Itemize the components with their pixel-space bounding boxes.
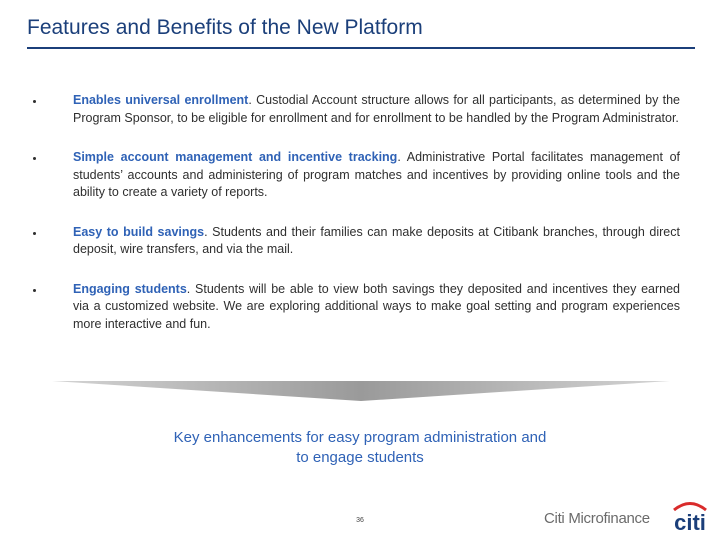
citi-logo-icon (666, 498, 714, 532)
page-number: 36 (356, 517, 364, 524)
feature-description: . Custodial Account structure allows for all participants, as determined by the Program Sponsor, to be eligible for enrollment and for enrollment to be handled by the Program Administrator. (73, 93, 681, 125)
feature-item-savings (30, 224, 680, 259)
feature-heading: Easy to build savings (73, 224, 205, 239)
feature-heading: Simple account management and incentive tracking (73, 150, 398, 164)
slide-title: Features and Benefits of the New Platform (27, 16, 423, 39)
feature-item-enrollment (30, 92, 680, 127)
tagline-line-1: Key enhancements for easy program administration and (173, 429, 547, 446)
logo-mark-text: citi (674, 510, 706, 532)
feature-item-engagement (30, 281, 680, 334)
gradient-divider (52, 381, 670, 401)
feature-description: . Students and their families can make deposits at Citibank branches, through direct deposit, wire transfers, and via the mail. (73, 224, 680, 256)
feature-item-account-management (30, 149, 680, 202)
feature-list (30, 92, 680, 355)
key-enhancements-tagline (140, 428, 580, 468)
citi-microfinance-logo (544, 498, 716, 532)
title-underline (27, 47, 695, 49)
feature-heading: Engaging students (73, 281, 187, 296)
logo-text: Citi Microfinance (544, 510, 650, 527)
feature-description: . Administrative Portal facilitates management of students’ accounts and administering of program matches and incentives by providing online tools and the ability to create a variety of reports. (73, 150, 680, 199)
tagline-line-2: to engage students (296, 449, 424, 466)
feature-description: . Students will be able to view both savings they deposited and incentives they earned via a customized website. We are exploring additional ways to make goal setting and program experiences more interactive and fun. (73, 281, 680, 331)
feature-heading: Enables universal enrollment (73, 93, 249, 107)
